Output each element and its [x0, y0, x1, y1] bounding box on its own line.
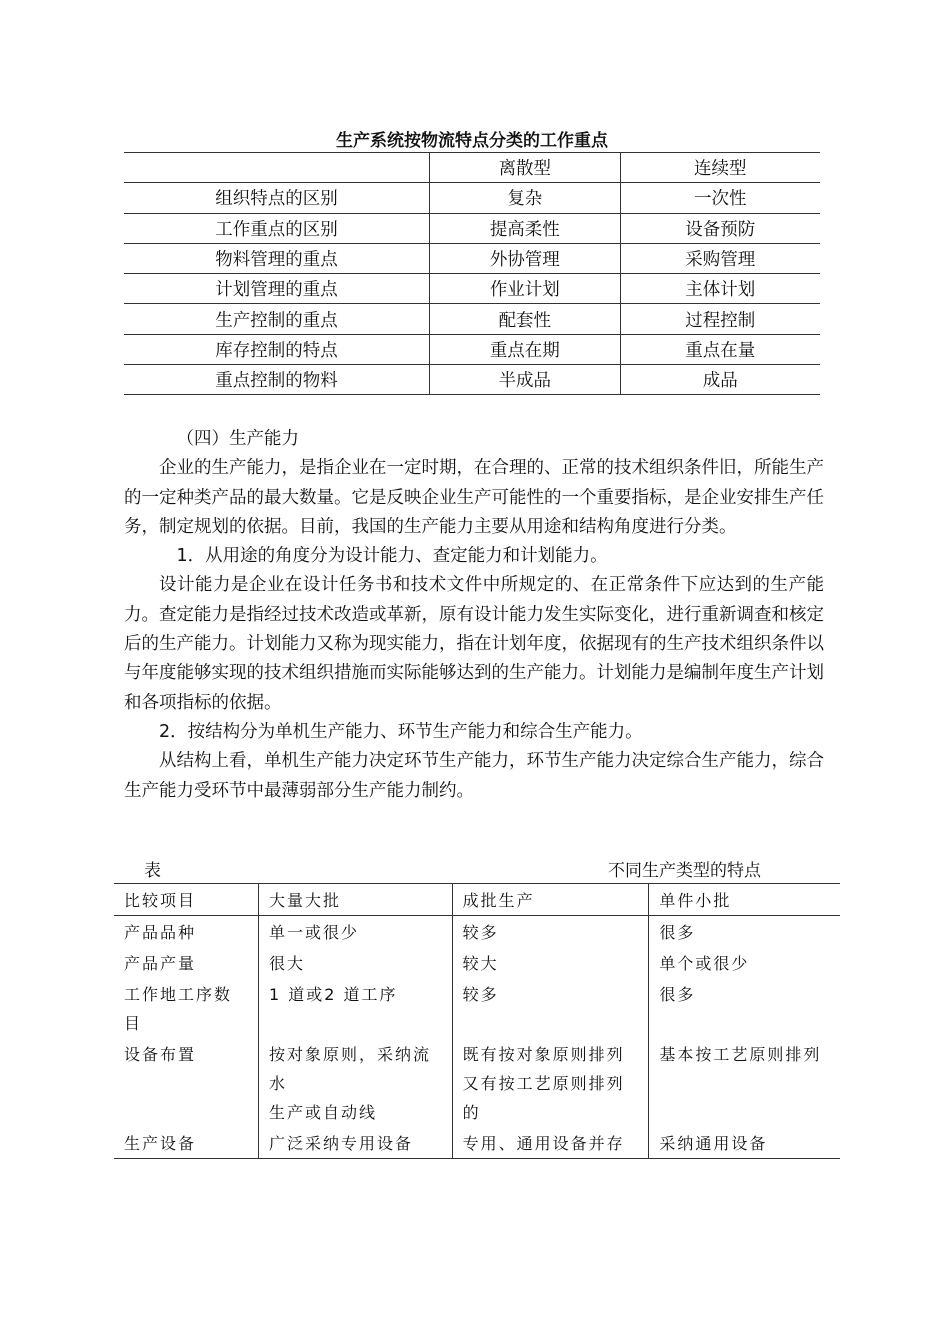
table1-cell: 一次性 [620, 183, 820, 213]
table2-caption-label: 表 [144, 861, 161, 881]
table2-cell: 1 道或2 道工序 [258, 978, 452, 1038]
table1-cell: 组织特点的区别 [124, 183, 430, 213]
table2-cell: 按对象原则，采纳流水 生产或自动线 [258, 1038, 452, 1127]
table2-header-cell: 成批生产 [452, 884, 649, 916]
table1-row [124, 243, 820, 273]
table1-cell: 外协管理 [430, 243, 620, 273]
table2-cell: 广泛采纳专用设备 [258, 1127, 452, 1159]
table1-cell: 采购管理 [620, 243, 820, 273]
paragraph: 企业的生产能力，是指企业在一定时期，在合理的、正常的技术组织条件旧，所能生产的一定种类产品的最大数量。它是反映企业生产可能性的一个重要指标，是企业安排生产任务，制定规划的依据。目前，我国的生产能力主要从用途和结构角度进行分类。 [124, 458, 824, 537]
table2-row [114, 947, 840, 978]
table2-cell: 产品品种 [114, 916, 258, 948]
table1-cell: 计划管理的重点 [124, 274, 430, 304]
table1-cell: 半成品 [430, 365, 620, 395]
table2-cell: 专用、通用设备并存 [452, 1127, 649, 1159]
section-heading: （四）生产能力 [176, 429, 299, 449]
table2-cell: 生产设备 [114, 1127, 258, 1159]
table2-row [114, 978, 840, 1038]
table2-cell: 既有按对象原则排列 又有按工艺原则排列的 [452, 1038, 649, 1127]
table1-header-row [124, 153, 820, 183]
table2 [114, 883, 840, 1159]
table1-cell: 重点在量 [620, 334, 820, 364]
table2-cell: 较多 [452, 916, 649, 948]
list-item: 2．按结构分为单机生产能力、环节生产能力和综合生产能力。 [159, 721, 643, 742]
table2-cell: 较多 [452, 978, 649, 1038]
table1-cell: 作业计划 [430, 274, 620, 304]
table1-cell: 提高柔性 [430, 213, 620, 243]
body-text [124, 425, 824, 806]
table2-header-cell: 大量大批 [258, 884, 452, 916]
table1-header-cell [124, 153, 430, 183]
table2-row [114, 916, 840, 948]
table1-cell: 配套性 [430, 304, 620, 334]
table2-cell: 很多 [659, 985, 696, 1004]
table1-row [124, 304, 820, 334]
table1-cell: 库存控制的特点 [124, 334, 430, 364]
table1 [124, 152, 820, 395]
table1-cell: 物料管理的重点 [124, 243, 430, 273]
table1-cell: 复杂 [430, 183, 620, 213]
table1-cell: 设备预防 [620, 213, 820, 243]
table1-row [124, 183, 820, 213]
table2-caption-title: 不同生产类型的特点 [608, 861, 761, 881]
table1-header-cell: 离散型 [430, 153, 620, 183]
table1-row [124, 274, 820, 304]
list-item: 1．从用途的角度分为设计能力、查定能力和计划能力。 [176, 546, 608, 567]
paragraph: 设计能力是企业在设计任务书和技术文件中所规定的、在正常条件下应达到的生产能力。查定能力是指经过技术改造或革新，原有设计能力发生实际变化，进行重新调查和核定后的生产能力。计划能力又称为现实能力，指在计划年度，依据现有的生产技术组织条件以与年度能够实现的技术组织措施而实际能够达到的生产能力。计划能力是编制年度生产计划和各项指标的依据。 [124, 575, 824, 713]
table1-cell: 主体计划 [620, 274, 820, 304]
table2-cell: 产品产量 [114, 947, 258, 978]
table2-cell: 很大 [258, 947, 452, 978]
table2-header-row [114, 884, 840, 916]
table2-cell: 设备布置 [114, 1038, 258, 1127]
table2-header-cell: 比较项目 [114, 884, 258, 916]
table1-row [124, 334, 820, 364]
table1-header-cell: 连续型 [620, 153, 820, 183]
table2-cell: 工作地工序数目 [114, 978, 258, 1038]
table1-cell: 过程控制 [620, 304, 820, 334]
table2-cell: 很多 [659, 923, 696, 942]
table1-title: 生产系统按物流特点分类的工作重点 [336, 131, 608, 151]
table1-cell: 重点控制的物料 [124, 365, 430, 395]
table2-header-cell: 单件小批 [649, 884, 840, 916]
table2-row [114, 1038, 840, 1127]
table1-cell: 重点在期 [430, 334, 620, 364]
table2-cell: 较大 [452, 947, 649, 978]
table1-cell: 工作重点的区别 [124, 213, 430, 243]
table2-cell: 基本按工艺原则排列 [659, 1045, 822, 1064]
table2-cell: 单一或很少 [258, 916, 452, 948]
table2-cell: 单个或很少 [659, 954, 750, 973]
table1-row [124, 213, 820, 243]
table1-cell: 生产控制的重点 [124, 304, 430, 334]
paragraph: 从结构上看，单机生产能力决定环节生产能力，环节生产能力决定综合生产能力，综合生产能力受环节中最薄弱部分生产能力制约。 [124, 751, 824, 801]
table1-row [124, 365, 820, 395]
table1-cell: 成品 [620, 365, 820, 395]
table2-row [114, 1127, 840, 1159]
table2-cell: 采纳通用设备 [649, 1127, 840, 1159]
